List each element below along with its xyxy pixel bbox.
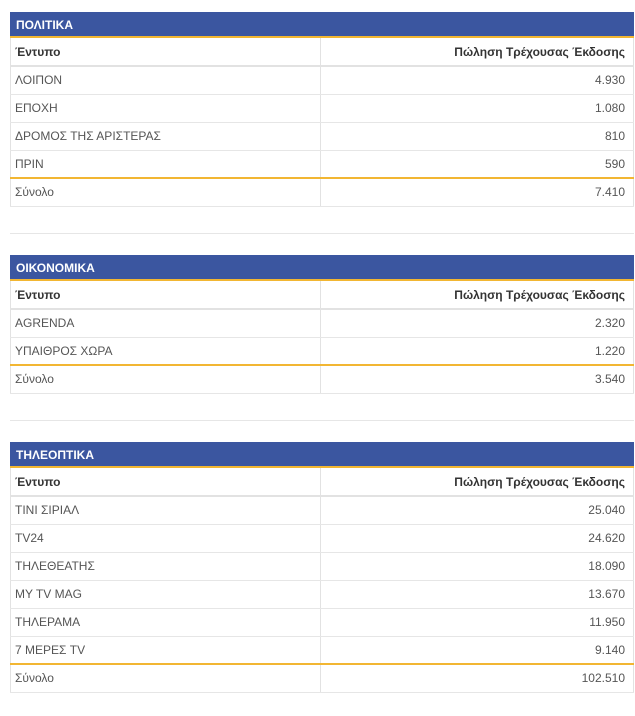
sales-value: 810 bbox=[321, 122, 634, 150]
section-politika bbox=[10, 12, 634, 207]
sales-value: 25.040 bbox=[321, 496, 634, 524]
sales-table bbox=[10, 38, 634, 207]
table-row bbox=[11, 580, 634, 608]
table-row bbox=[11, 94, 634, 122]
table-header-row bbox=[11, 468, 634, 496]
total-label: Σύνολο bbox=[11, 664, 321, 692]
table-row bbox=[11, 552, 634, 580]
total-row bbox=[11, 178, 634, 206]
sales-value: 1.220 bbox=[321, 337, 634, 365]
sales-value: 1.080 bbox=[321, 94, 634, 122]
table-row bbox=[11, 608, 634, 636]
sales-table bbox=[10, 281, 634, 394]
section-tileoptika bbox=[10, 442, 634, 693]
column-header-title: Έντυπο bbox=[11, 38, 321, 66]
column-header-sales: Πώληση Τρέχουσας Έκδοσης bbox=[321, 38, 634, 66]
sales-value: 13.670 bbox=[321, 580, 634, 608]
table-header-row bbox=[11, 281, 634, 309]
publication-name: ΕΠΟΧΗ bbox=[11, 94, 321, 122]
publication-name: ΤΙΝΙ ΣΙΡΙΑΛ bbox=[11, 496, 321, 524]
publication-name: ΤΗΛΕΘΕΑΤΗΣ bbox=[11, 552, 321, 580]
sales-value: 590 bbox=[321, 150, 634, 178]
column-header-title: Έντυπο bbox=[11, 468, 321, 496]
section-title: ΤΗΛΕΟΠΤΙΚΑ bbox=[10, 442, 634, 468]
section-title: ΟΙΚΟΝΟΜΙΚΑ bbox=[10, 255, 634, 281]
section-oikonomika bbox=[10, 255, 634, 394]
sales-value: 24.620 bbox=[321, 524, 634, 552]
publication-name: ΛΟΙΠΟΝ bbox=[11, 66, 321, 94]
table-row bbox=[11, 496, 634, 524]
publication-name: ΔΡΟΜΟΣ ΤΗΣ ΑΡΙΣΤΕΡΑΣ bbox=[11, 122, 321, 150]
sales-value: 4.930 bbox=[321, 66, 634, 94]
total-value: 3.540 bbox=[321, 365, 634, 393]
total-row bbox=[11, 664, 634, 692]
publication-name: ΤΗΛΕΡΑΜΑ bbox=[11, 608, 321, 636]
total-row bbox=[11, 365, 634, 393]
sales-value: 2.320 bbox=[321, 309, 634, 337]
sales-value: 18.090 bbox=[321, 552, 634, 580]
table-row bbox=[11, 66, 634, 94]
total-value: 7.410 bbox=[321, 178, 634, 206]
publication-name: AGRENDA bbox=[11, 309, 321, 337]
total-label: Σύνολο bbox=[11, 178, 321, 206]
section-divider bbox=[10, 233, 634, 234]
sales-table bbox=[10, 468, 634, 693]
column-header-sales: Πώληση Τρέχουσας Έκδοσης bbox=[321, 468, 634, 496]
section-divider bbox=[10, 420, 634, 421]
column-header-sales: Πώληση Τρέχουσας Έκδοσης bbox=[321, 281, 634, 309]
total-value: 102.510 bbox=[321, 664, 634, 692]
section-title: ΠΟΛΙΤΙΚΑ bbox=[10, 12, 634, 38]
table-row bbox=[11, 122, 634, 150]
table-header-row bbox=[11, 38, 634, 66]
table-row bbox=[11, 636, 634, 664]
publication-name: ΠΡΙΝ bbox=[11, 150, 321, 178]
publication-name: ΥΠΑΙΘΡΟΣ ΧΩΡΑ bbox=[11, 337, 321, 365]
table-row bbox=[11, 150, 634, 178]
publication-name: TV24 bbox=[11, 524, 321, 552]
total-label: Σύνολο bbox=[11, 365, 321, 393]
column-header-title: Έντυπο bbox=[11, 281, 321, 309]
table-row bbox=[11, 524, 634, 552]
sales-value: 9.140 bbox=[321, 636, 634, 664]
table-row bbox=[11, 337, 634, 365]
publication-name: MY TV MAG bbox=[11, 580, 321, 608]
publication-name: 7 ΜΕΡΕΣ TV bbox=[11, 636, 321, 664]
sales-value: 11.950 bbox=[321, 608, 634, 636]
table-row bbox=[11, 309, 634, 337]
